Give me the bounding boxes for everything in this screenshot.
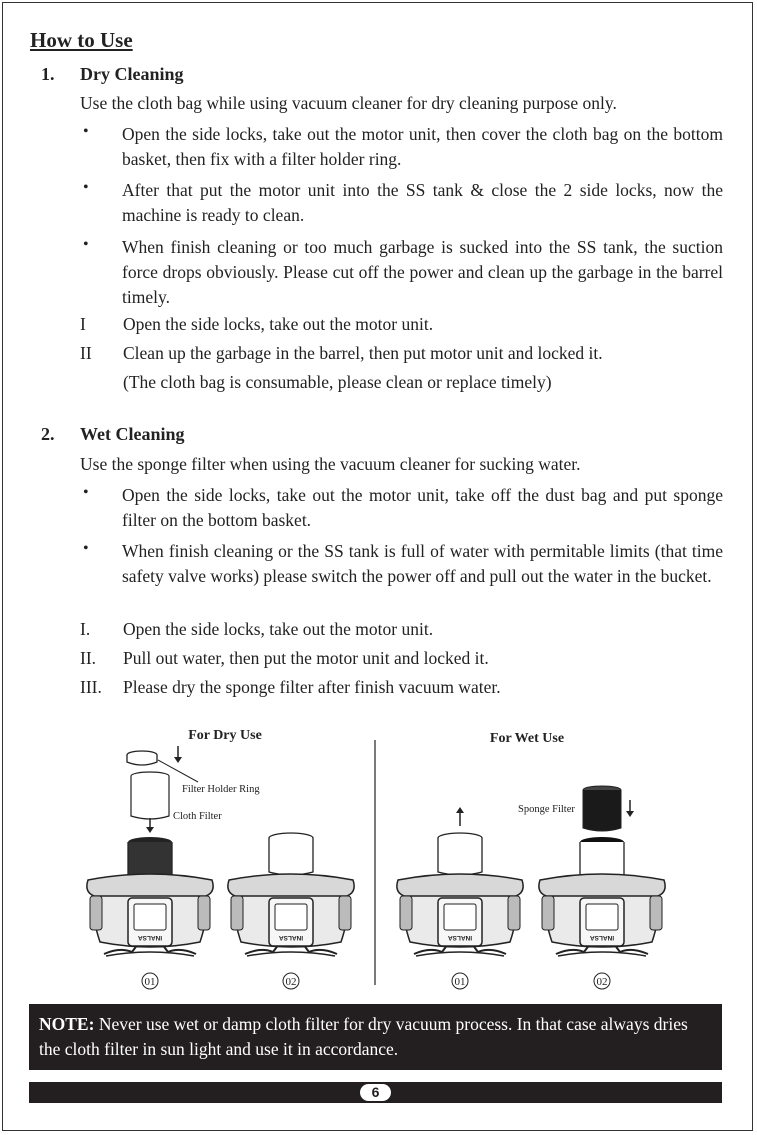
dry-step-02-illustration	[228, 833, 354, 989]
dry-use-caption: For Dry Use	[188, 728, 262, 743]
sponge-filter-label: Sponge Filter	[518, 804, 575, 815]
usage-diagram: INALSA For Dry Use For Wet Use Filter Holder Ring Cloth Filter 01 02 01 Sponge Filter 02	[30, 720, 730, 1000]
filter-holder-label: Filter Holder Ring	[182, 784, 260, 795]
cloth-filter-label: Cloth Filter	[173, 811, 222, 822]
wet-bullet-1: Open the side locks, take out the motor unit, take off the dust bag and put sponge filter on the bottom basket.	[122, 485, 723, 530]
wet-step-1-number: I.	[80, 619, 91, 639]
dry-step-1-number: I	[80, 314, 86, 334]
dry-section-number: 1.	[41, 64, 55, 84]
wet-step-2-number: II.	[80, 648, 97, 668]
dry-bullet-1: Open the side locks, take out the motor unit, then cover the cloth bag on the bottom basket, then fix with a filter holder ring.	[122, 124, 723, 169]
step-number: 02	[596, 976, 608, 988]
wet-use-caption: For Wet Use	[489, 731, 565, 746]
dry-step-2-number: II	[80, 343, 92, 363]
note-label: NOTE:	[39, 1014, 95, 1034]
bullet-icon: •	[83, 123, 89, 140]
page-number: 6	[360, 1084, 391, 1101]
bullet-icon: •	[83, 236, 89, 253]
wet-section-heading: Wet Cleaning	[80, 424, 185, 444]
dry-bullet-2: After that put the motor unit into the SS tank & close the 2 side locks, now the machine is ready to clean.	[122, 180, 723, 225]
bullet-icon: •	[83, 179, 89, 196]
wet-step-01-illustration	[397, 807, 523, 989]
step-number: 01	[144, 976, 156, 988]
bullet-icon: •	[83, 540, 89, 557]
wet-step-02-illustration	[518, 786, 665, 989]
dry-step-01-illustration	[87, 746, 260, 989]
bullet-icon: •	[83, 484, 89, 501]
wet-step-3-number: III.	[80, 677, 102, 697]
dry-note: (The cloth bag is consumable, please clean or replace timely)	[123, 372, 552, 392]
dry-intro: Use the cloth bag while using vacuum cleaner for dry cleaning purpose only.	[80, 93, 617, 113]
step-number: 02	[285, 976, 297, 988]
wet-section-number: 2.	[41, 424, 55, 444]
wet-step-1-text: Open the side locks, take out the motor unit.	[123, 619, 434, 639]
dry-bullet-3: When finish cleaning or too much garbage is sucked into the SS tank, the suction force drops obviously. Please cut off the power and clean up the garbage in the barrel timely.	[122, 237, 723, 307]
step-number: 01	[454, 976, 466, 988]
dry-section-heading: Dry Cleaning	[80, 64, 184, 84]
note-box	[29, 1004, 722, 1070]
wet-intro: Use the sponge filter when using the vacuum cleaner for sucking water.	[80, 454, 581, 474]
dry-step-2-text: Clean up the garbage in the barrel, then put motor unit and locked it.	[123, 343, 603, 363]
wet-step-2-text: Pull out water, then put the motor unit and locked it.	[123, 648, 489, 668]
wet-bullet-2: When finish cleaning or the SS tank is full of water with permitable limits (that time safety valve works) please switch the power off and pull out the water in the bucket.	[122, 541, 723, 586]
wet-step-3-text: Please dry the sponge filter after finish vacuum water.	[123, 677, 501, 697]
dry-step-1-text: Open the side locks, take out the motor unit.	[123, 314, 434, 334]
page-title: How to Use	[30, 28, 133, 52]
note-text: Never use wet or damp cloth filter for dry vacuum process. In that case always dries the cloth filter in sun light and use it in accordance.	[39, 1014, 688, 1059]
